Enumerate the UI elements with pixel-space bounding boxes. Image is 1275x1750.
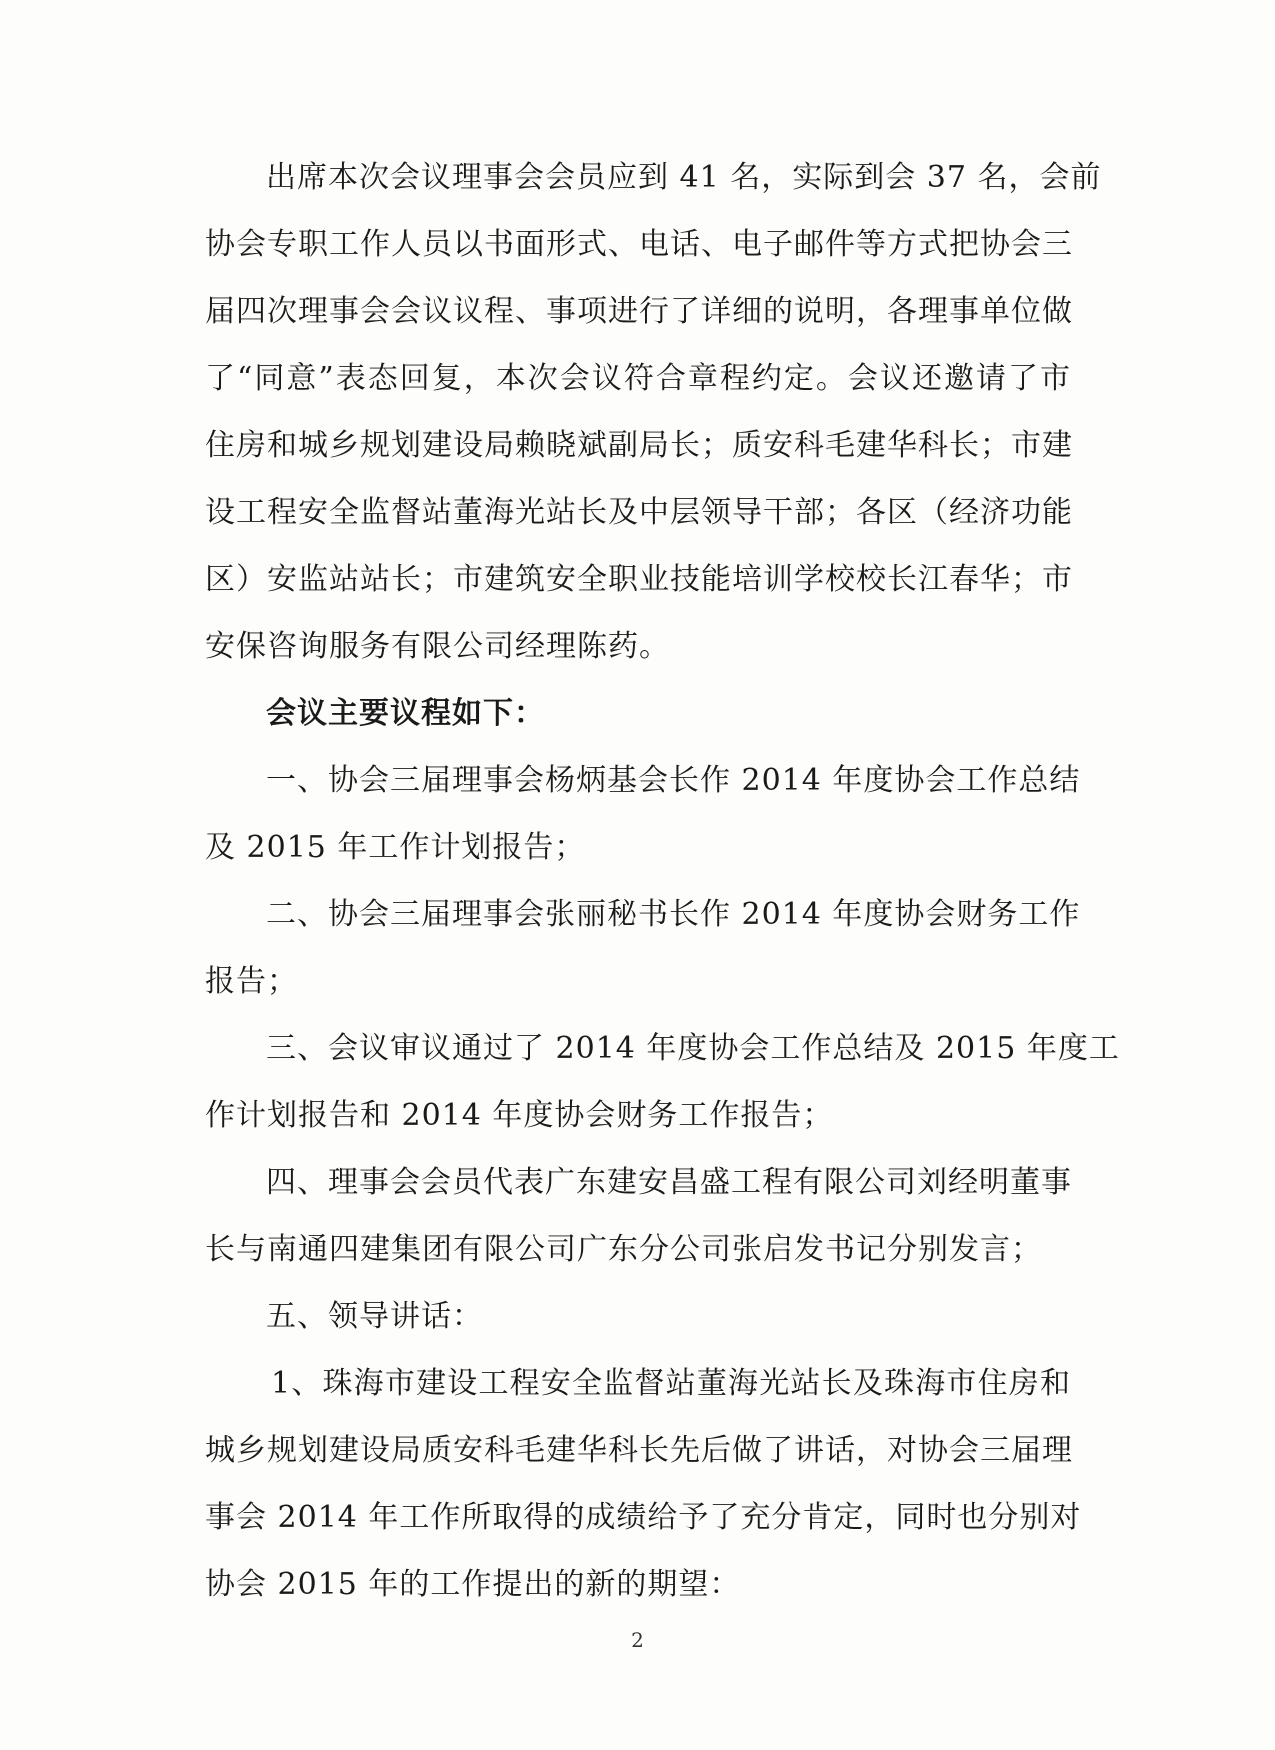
section-heading: 会议主要议程如下： xyxy=(266,696,545,731)
paragraph-line: 设工程安全监督站董海光站长及中层领导干部；各区（经济功能 xyxy=(205,495,1073,530)
speech-item-line: 城乡规划建设局质安科毛建华科长先后做了讲话，对协会三届理 xyxy=(205,1433,1073,1468)
agenda-item-line: 长与南通四建集团有限公司广东分公司张启发书记分别发言； xyxy=(205,1232,1042,1267)
agenda-item-line: 一、协会三届理事会杨炳基会长作 2014 年度协会工作总结 xyxy=(266,763,1081,798)
page-number: 2 xyxy=(631,1628,644,1652)
agenda-item-line: 二、协会三届理事会张丽秘书长作 2014 年度协会财务工作 xyxy=(266,897,1081,932)
agenda-item-line: 报告； xyxy=(205,964,298,999)
speech-item-line: 事会 2014 年工作所取得的成绩给予了充分肯定，同时也分别对 xyxy=(205,1500,1082,1535)
agenda-item-line: 作计划报告和 2014 年度协会财务工作报告； xyxy=(205,1098,834,1133)
paragraph-line: 区）安监站站长；市建筑安全职业技能培训学校校长江春华；市 xyxy=(205,562,1073,597)
speech-item-line: 1、珠海市建设工程安全监督站董海光站长及珠海市住房和 xyxy=(271,1366,1071,1401)
document-body xyxy=(205,158,1120,1632)
agenda-item-line: 四、理事会会员代表广东建安昌盛工程有限公司刘经明董事 xyxy=(266,1165,1072,1200)
agenda-item-line: 五、领导讲话： xyxy=(266,1299,483,1334)
paragraph-line: 出席本次会议理事会会员应到 41 名，实际到会 37 名，会前 xyxy=(266,160,1102,195)
paragraph-line: 安保咨询服务有限公司经理陈药。 xyxy=(205,629,670,664)
agenda-item-line: 三、会议审议通过了 2014 年度协会工作总结及 2015 年度工 xyxy=(266,1031,1120,1066)
paragraph-line: 了“同意”表态回复，本次会议符合章程约定。会议还邀请了市 xyxy=(205,361,1071,396)
speech-item-line: 协会 2015 年的工作提出的新的期望： xyxy=(205,1567,741,1602)
paragraph-line: 住房和城乡规划建设局赖晓斌副局长；质安科毛建华科长；市建 xyxy=(205,428,1073,463)
paragraph-line: 协会专职工作人员以书面形式、电话、电子邮件等方式把协会三 xyxy=(205,227,1073,262)
paragraph-line: 届四次理事会会议议程、事项进行了详细的说明，各理事单位做 xyxy=(205,294,1073,329)
agenda-item-line: 及 2015 年工作计划报告； xyxy=(205,830,586,865)
